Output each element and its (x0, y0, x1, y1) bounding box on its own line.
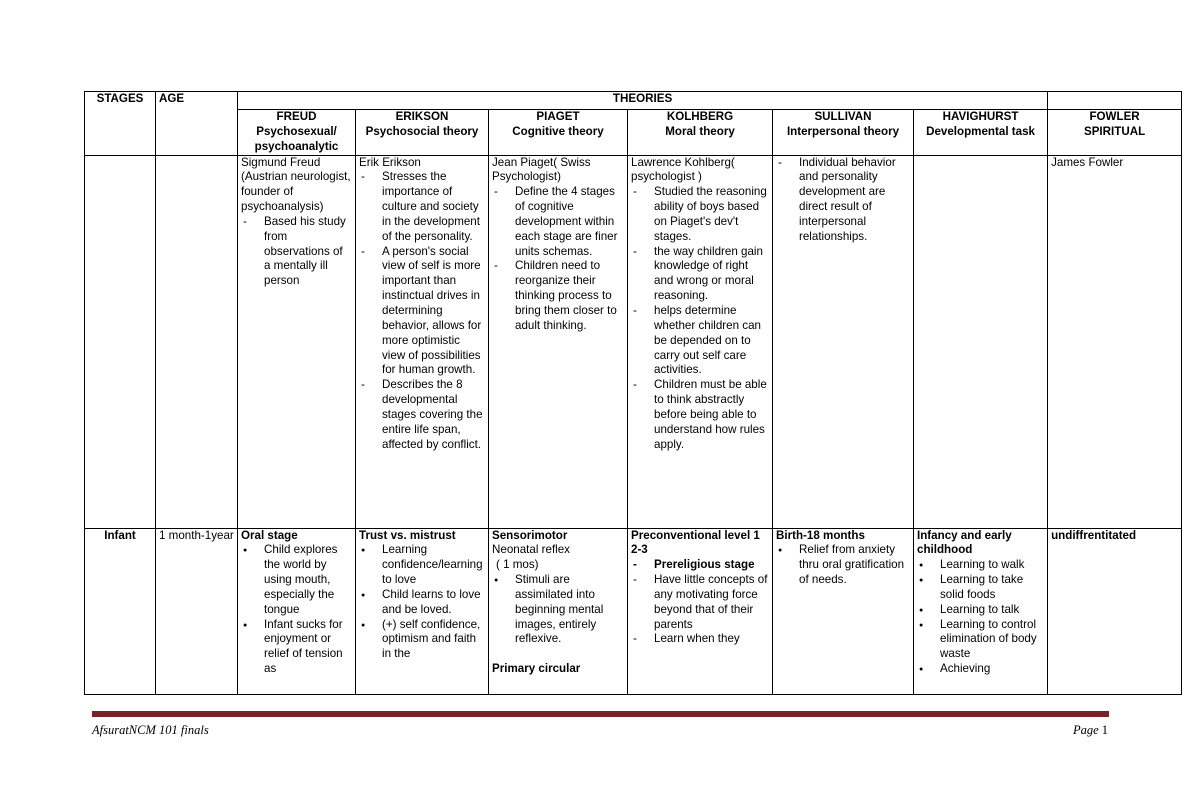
desc-freud (238, 155, 356, 528)
list-item: - Describes the 8 developmental stages covering the entire life span, affected by conflict. (359, 378, 485, 452)
page-label: Page (1072, 723, 1099, 737)
theorist-row (85, 110, 1182, 156)
stage-title: Infancy and early childhood (917, 528, 1012, 557)
empty-cell (1048, 92, 1182, 110)
desc-sullivan (773, 155, 914, 528)
theory-cell-fowler (1048, 110, 1182, 156)
header-row (85, 92, 1182, 110)
list-item: - Define the 4 stages of cognitive development within each stage are finer units schemas. (492, 185, 624, 259)
age-infant: 1 month-1year (156, 528, 238, 694)
list-item: ● Learning confidence/learning to love (359, 543, 485, 588)
page-number (1073, 723, 1108, 738)
list-item: ● Learning to control elimination of body waste (917, 618, 1044, 663)
substage-age: ( 1 mos) (496, 558, 539, 572)
theory-cell-freud (238, 110, 356, 156)
desc-list (631, 185, 769, 452)
infant-sullivan (773, 528, 914, 694)
stage-list (917, 558, 1044, 677)
theorist-name-havighurst: HAVIGHURST (942, 110, 1019, 123)
theory-type-sullivan: Interpersonal theory (786, 124, 900, 138)
desc-intro: Lawrence Kohlberg( psychologist ) (631, 155, 735, 184)
list-item: ● Infant sucks for enjoyment or relief of tension as (241, 618, 352, 677)
desc-erikson (356, 155, 489, 528)
list-item: - Studied the reasoning ability of boys based on Piaget's dev't stages. (631, 185, 769, 244)
theory-type-fowler: SPIRITUAL (1083, 124, 1146, 138)
stage-title: Birth-18 months (776, 528, 865, 542)
infant-row (85, 528, 1182, 694)
list-item: ● Learning to take solid foods (917, 573, 1044, 603)
list-item: - the way children gain knowledge of right and wrong or moral reasoning. (631, 245, 769, 304)
theory-cell-erikson (356, 110, 489, 156)
infant-freud (238, 528, 356, 694)
stage-range: 2-3 (631, 543, 648, 557)
list-item: ● Child explores the world by using mouth, especially the tongue (241, 543, 352, 617)
desc-list (241, 215, 352, 289)
list-item: - Learn when they (631, 632, 769, 647)
list-item: - helps determine whether children can be depended on to carry out self care activities. (631, 304, 769, 378)
list-item: ● Learning to walk (917, 558, 1044, 573)
theorist-name-sullivan: SULLIVAN (814, 110, 872, 123)
empty-cell (85, 155, 156, 528)
list-item: - Children must be able to think abstractly before being able to understand how rules apply. (631, 378, 769, 452)
page-number-value: 1 (1101, 723, 1108, 737)
age-header: AGE (156, 92, 238, 156)
stage-title: Preconventional level 1 (631, 528, 760, 542)
theorist-name-freud: FREUD (276, 110, 317, 123)
theorist-name-piaget: PIAGET (536, 110, 580, 123)
list-item: ● Child learns to love and be loved. (359, 588, 485, 618)
theories-table (84, 91, 1182, 695)
list-item: ● (+) self confidence, optimism and faith in the (359, 618, 485, 663)
stage-infant: Infant (85, 528, 156, 694)
infant-havighurst (914, 528, 1048, 694)
desc-intro: James Fowler (1051, 155, 1124, 169)
desc-havighurst (914, 155, 1048, 528)
substage-label-next: Primary circular (492, 662, 581, 676)
theory-type-kohlberg: Moral theory (665, 124, 735, 138)
list-item: - Children need to reorganize their thinking process to bring them closer to adult thinking. (492, 259, 624, 333)
stage-title: Sensorimotor (492, 528, 568, 542)
theory-type-havighurst: Developmental task (926, 124, 1035, 138)
theory-type-piaget: Cognitive theory (512, 124, 604, 138)
desc-list (776, 156, 910, 245)
infant-kohlberg (628, 528, 773, 694)
list-item: - Prereligious stage (631, 558, 769, 573)
desc-kohlberg (628, 155, 773, 528)
theory-cell-sullivan (773, 110, 914, 156)
theory-cell-havighurst (914, 110, 1048, 156)
stages-header: STAGES (85, 92, 156, 156)
stage-title: Trust vs. mistrust (359, 528, 456, 542)
desc-intro: Sigmund Freud (Austrian neurologist, founder of psychoanalysis) (241, 155, 351, 214)
desc-piaget (489, 155, 628, 528)
theories-header: THEORIES (238, 92, 1048, 110)
theory-type-erikson: Psychosocial theory (365, 124, 479, 138)
footer-rule (92, 711, 1109, 717)
theory-cell-kohlberg (628, 110, 773, 156)
stage-list (241, 543, 352, 677)
stage-title: Oral stage (241, 528, 298, 542)
desc-list (492, 185, 624, 333)
theorist-name-erikson: ERIKSON (395, 110, 449, 123)
list-item: - Individual behavior and personality development are direct result of interpersonal relationships. (776, 156, 910, 245)
list-item: - Based his study from observations of a mentally ill person (241, 215, 352, 289)
stage-list (359, 543, 485, 662)
infant-fowler (1048, 528, 1182, 694)
desc-intro: Erik Erikson (359, 155, 421, 169)
list-item: ● Achieving (917, 662, 1044, 677)
infant-piaget (489, 528, 628, 694)
desc-fowler (1048, 155, 1182, 528)
desc-list (359, 170, 485, 452)
stage-list (631, 558, 769, 647)
list-item: - Stresses the importance of culture and society in the development of the personality. (359, 170, 485, 244)
empty-cell (156, 155, 238, 528)
theory-cell-piaget (489, 110, 628, 156)
list-item: ● Learning to talk (917, 603, 1044, 618)
list-item: - Have little concepts of any motivating force beyond that of their parents (631, 573, 769, 632)
stage-list (492, 573, 624, 647)
list-item: ● Relief from anxiety thru oral gratification of needs. (776, 543, 910, 588)
stage-title: undiffrentitated (1051, 528, 1137, 542)
desc-intro: Jean Piaget( Swiss Psychologist) (492, 155, 591, 184)
theorist-name-fowler: FOWLER (1089, 110, 1140, 123)
substage-label: Neonatal reflex (492, 543, 570, 557)
stage-list (776, 543, 910, 588)
list-item: - A person's social view of self is more important than instinctual drives in determining behavior, allows for more optimistic view of possibilities for human growth. (359, 245, 485, 379)
theory-type-freud: Psychosexual/ psychoanalytic (254, 124, 339, 153)
description-row (85, 155, 1182, 528)
theorist-name-kohlberg: KOLHBERG (666, 110, 734, 123)
infant-erikson (356, 528, 489, 694)
footer-title: AfsuratNCM 101 finals (92, 723, 209, 737)
list-item: ● Stimuli are assimilated into beginning mental images, entirely reflexive. (492, 573, 624, 647)
